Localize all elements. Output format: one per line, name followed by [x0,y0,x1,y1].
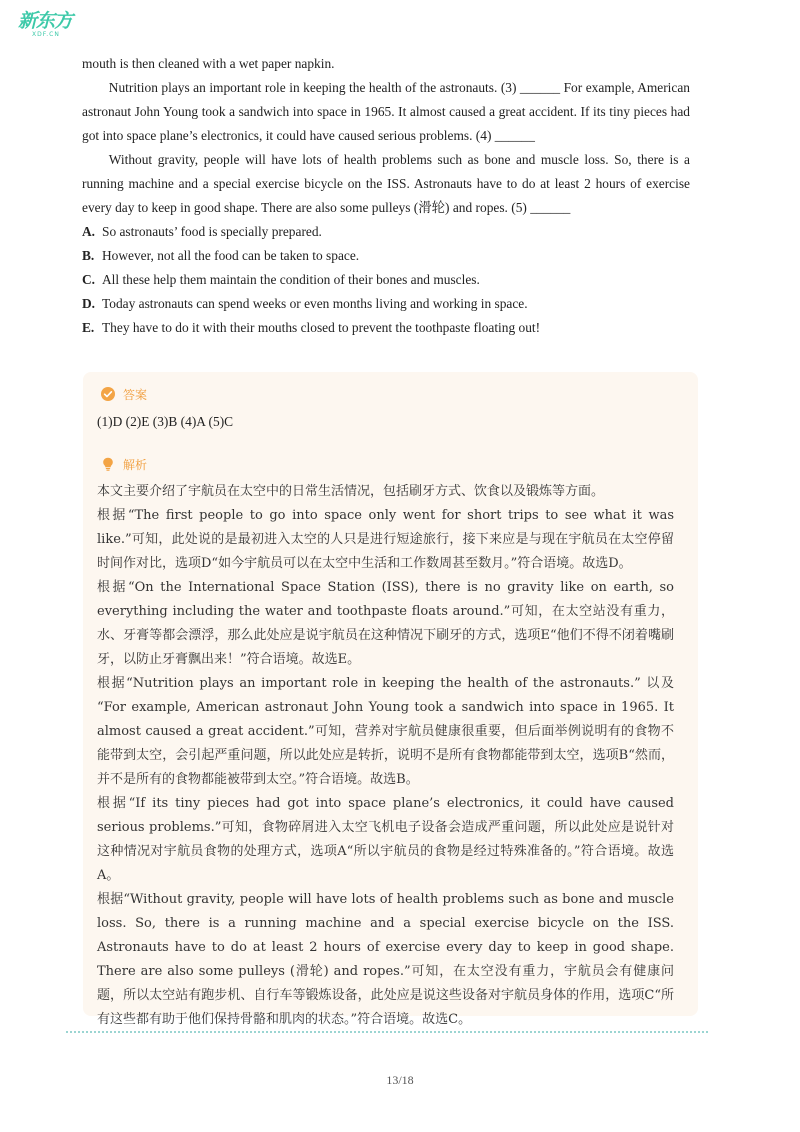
option-letter: A. [82,224,96,239]
brand-logo-text: 新东方 [18,10,73,32]
option-e [82,316,690,340]
analysis-question-5: 根据“Without gravity, people will have lots of health problems such as bone and muscle loss. So, there is a running machine and a special exercise bicycle on the ISS. Astronauts have to do at least 2 hours of exercise every day to keep in good shape. There are also some pulleys (滑轮) and ropes.”可知，在太空没有重力，宇航员会有健康问题，所以太空站有跑步机、自行车等锻炼设备，此处应是说这些设备对宇航员身体的作用，选项C“所有这些都有助于他们保持骨骼和肌肉的状态。”符合语境。故选C。 [97,892,674,1027]
analysis-summary: 本文主要介绍了宇航员在太空中的日常生活情况，包括刷牙方式、饮食以及锻炼等方面。 [97,484,605,499]
passage-content [82,52,690,340]
analysis-header [101,454,147,474]
analysis-question-3: 根据“Nutrition plays an important role in keeping the health of the astronauts.” 以及 “For example, American astronaut John Young took a sandwich into space in 1965. It almost caused a great accident.”可知，营养对宇航员健康很重要，但后面举例说明有的食物不能带到太空，会引起严重问题，所以此处应是转折，说明不是所有食物都能带到太空，选项B“然而，并不是所有的食物都能被带到太空。”符合语境。故选B。 [97,676,674,787]
passage-paragraph-nutrition: Nutrition plays an important role in keeping the health of the astronauts. (3) ______ For example, American astronaut John Young took a sandwich into space in 1965. It almost caused a great accident. If its tiny pieces had got into space plane’s electronics, it could have caused serious problems. (4) ______ [82,80,690,143]
option-text: All these help them maintain the condition of their bones and muscles. [102,272,480,287]
analysis-label: 解析 [123,457,148,472]
brand-logo [18,10,88,40]
check-circle-icon [101,387,115,401]
option-list [82,220,690,340]
option-letter: C. [82,272,96,287]
option-d [82,292,690,316]
lightbulb-icon [101,457,115,471]
option-b [82,244,690,268]
option-letter: E. [82,320,95,335]
option-text: They have to do it with their mouths closed to prevent the toothpaste floating out! [102,320,541,335]
analysis-body [97,480,674,1032]
analysis-question-1: 根据“The first people to go into space only went for short trips to see what it was like.”可知，此处说的是最初进入太空的人只是进行短途旅行，接下来应是与现在宇航员在太空停留时间作对比，选项D“如今宇航员可以在太空中生活和工作数周甚至数月。”符合语境。故选D。 [97,508,674,571]
page-number: 13/18 [386,1073,414,1087]
brand-logo-domain: XDF.CN [32,31,60,38]
answer-header [101,384,147,404]
passage-paragraph-gravity: Without gravity, people will have lots of health problems such as bone and muscle loss. So, there is a running machine and a special exercise bicycle on the ISS. Astronauts have to do at least 2 hours of exercise every day to keep in good shape. There are also some pulleys (滑轮) and ropes. (5) ______ [82,152,690,215]
option-a [82,220,690,244]
option-letter: D. [82,296,96,311]
option-text: Today astronauts can spend weeks or even months living and working in space. [102,296,528,311]
answer-text: (1)D (2)E (3)B (4)A (5)C [97,414,234,429]
passage-line-top: mouth is then cleaned with a wet paper napkin. [82,56,335,71]
option-text: However, not all the food can be taken to space. [102,248,360,263]
dotted-divider [66,1031,708,1033]
answer-label: 答案 [123,387,148,402]
analysis-question-2: 根据“On the International Space Station (ISS), there is no gravity like on earth, so everything including the water and toothpaste floats around.”可知，在太空站没有重力，水、牙膏等都会漂浮，那么此处应是说宇航员在这种情况下刷牙的方式，选项E“他们不得不闭着嘴刷牙，以防止牙膏飘出来！”符合语境。故选E。 [97,580,674,667]
answer-panel [83,372,698,1027]
option-text: So astronauts’ food is specially prepared. [102,224,322,239]
option-letter: B. [82,248,95,263]
option-c [82,268,690,292]
analysis-question-4: 根据“If its tiny pieces had got into space plane’s electronics, it could have caused serious problems.”可知，食物碎屑进入太空飞机电子设备会造成严重问题，所以此处应是说针对这种情况对宇航员食物的处理方式，选项A“所以宇航员的食物是经过特殊准备的。”符合语境。故选A。 [97,796,674,883]
